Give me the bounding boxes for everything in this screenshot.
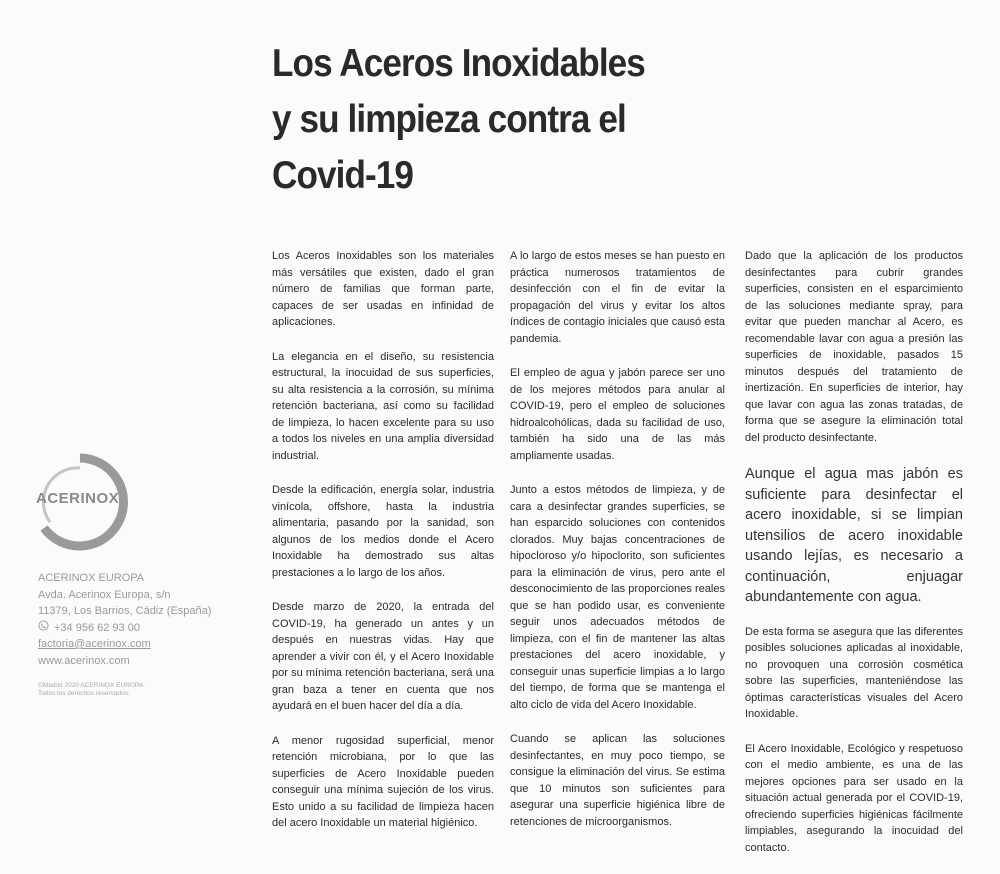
paragraph: De esta forma se asegura que las diferentes posibles soluciones aplicadas al inoxidable, no provoquen una corrosión cosmética sobre las superficies, manteniéndose las óptimas características visuales del Acero Inoxidable. bbox=[745, 625, 963, 720]
phone-number: +34 956 62 93 00 bbox=[54, 621, 140, 634]
address-line-1: Avda. Acerinox Europa, s/n bbox=[38, 588, 171, 601]
paragraph: Cuando se aplican las soluciones desinfectantes, en muy poco tiempo, se consigue la eliminación del virus. Se estima que 10 minutos son suficientes para asegurar una superficie higiénica libre de retenciones de microorganismos. bbox=[510, 733, 725, 828]
paragraph: La elegancia en el diseño, su resistencia estructural, la inocuidad de sus superficies, su alta resistencia a la corrosión, su mínima retención bacteriana, así como su facilidad de limpieza, lo hacen excelente para su uso a todos los niveles en una amplia diversidad industrial. bbox=[272, 350, 494, 462]
copyright-line-2: Todos los derechos reservados. bbox=[38, 690, 130, 697]
company-name: ACERINOX EUROPA bbox=[38, 572, 145, 584]
paragraph: El Acero Inoxidable, Ecológico y respetuoso con el medio ambiente, es una de las mejores opciones para ser usado en la situación actual generada por el COVID-19, ofreciendo superficies higiénicas fácilmente limpiables, asegurando la inocuidad del contacto. bbox=[745, 742, 963, 854]
paragraph: Desde marzo de 2020, la entrada del COVID-19, ha generado un antes y un después en nuestras vidas. Hay que aprender a vivir con él, y el Acero Inoxidable por su mínima retención bacteriana, será una gran baza a tener en cuenta que nos ayudará en el buen hacer del día a día. bbox=[272, 601, 494, 712]
paragraph: Los Aceros Inoxidables son los materiales más versátiles que existen, dado el gran número de familias que forman parte, capaces de ser usadas en infinidad de aplicaciones. bbox=[272, 250, 494, 328]
address-line-2: 11379, Los Barrios, Cádiz (España) bbox=[38, 605, 212, 617]
title-line-1: Los Aceros Inoxidables bbox=[272, 42, 645, 85]
website-link[interactable]: www.acerinox.com bbox=[38, 654, 130, 667]
phone-line bbox=[38, 620, 238, 637]
copyright-notice bbox=[38, 682, 178, 698]
highlight-quote: Aunque el agua mas jabón es suficiente para desinfectar el acero inoxidable, si se limpian utensilios de acero inoxidable usando lejías, es necesario a continuación, enjuagar abundantemente con agua. bbox=[745, 466, 963, 605]
paragraph: Dado que la aplicación de los productos desinfectantes para cubrir grandes superficies, consisten en el esparcimiento de las soluciones mediante spray, para evitar que pueden manchar al Acero, es recomendable lavar con agua a presión las superficies de inoxidable, pasados 15 minutos después del tratamiento de inertización. En superficies de interior, hay que lavar con agua las zonas tratadas, de forma que se asegure la eliminación total del producto desinfectante. bbox=[745, 250, 963, 444]
contact-block bbox=[38, 570, 238, 669]
title-line-2: y su limpieza contra el bbox=[272, 98, 626, 141]
phone-icon bbox=[38, 620, 50, 637]
paragraph: A menor rugosidad superficial, menor retención microbiana, por lo que las superficies de Acero Inoxidable pueden conseguir una mínima sujeción de los virus. Esto unido a su facilidad de limpieza hacen del acero Inoxidable un material higiénico. bbox=[272, 734, 494, 829]
paragraph: A lo largo de estos meses se han puesto en práctica numerosos tratamientos de desinfección con el fin de evitar la propagación del virus y evitar los altos índices de contagio iniciales que causó esta pandemia. bbox=[510, 250, 725, 345]
text-column-2 bbox=[510, 248, 725, 848]
paragraph: Desde la edificación, energía solar, industria vinícola, offshore, hasta la industria alimentaria, pasando por la sanidad, son algunos de los medios donde el Acero Inoxidable ha demostrado sus altas prestaciones a lo largo de los años. bbox=[272, 484, 494, 579]
paragraph: El empleo de agua y jabón parece ser uno de los mejores métodos para anular al COVID-19, pero el empleo de soluciones hidroalcohólicas, dada su facilidad de uso, también ha sido una de las más ampliamente usadas. bbox=[510, 367, 725, 462]
paragraph: Junto a estos métodos de limpieza, y de cara a desinfectar grandes superficies, se han esparcido soluciones con contenidos clorados. Muy bajas concentraciones de hipocloroso y/o hipoclorito, son suficientes para la eliminación de virus, pero ante el desconocimiento de las proporciones reales que se han podido usar, es conveniente seguir unos adecuados métodos de limpieza, con el fin de mantener las altas prestaciones del acero inoxidable, y conseguir unas superficie limpias a lo largo del tiempo, de forma que se mantenga el alto ciclo de vida del Acero Inoxidable. bbox=[510, 484, 725, 711]
title-line-3: Covid-19 bbox=[272, 154, 414, 197]
article-title bbox=[272, 36, 650, 204]
email-link[interactable]: factoria@acerinox.com bbox=[38, 638, 151, 650]
text-column-1 bbox=[272, 248, 494, 850]
copyright-line-1: ©Madrid 2020 ACERINOX EUROPA. bbox=[38, 682, 145, 689]
logo-text: ACERINOX bbox=[36, 490, 120, 507]
text-column-3 bbox=[745, 248, 963, 874]
